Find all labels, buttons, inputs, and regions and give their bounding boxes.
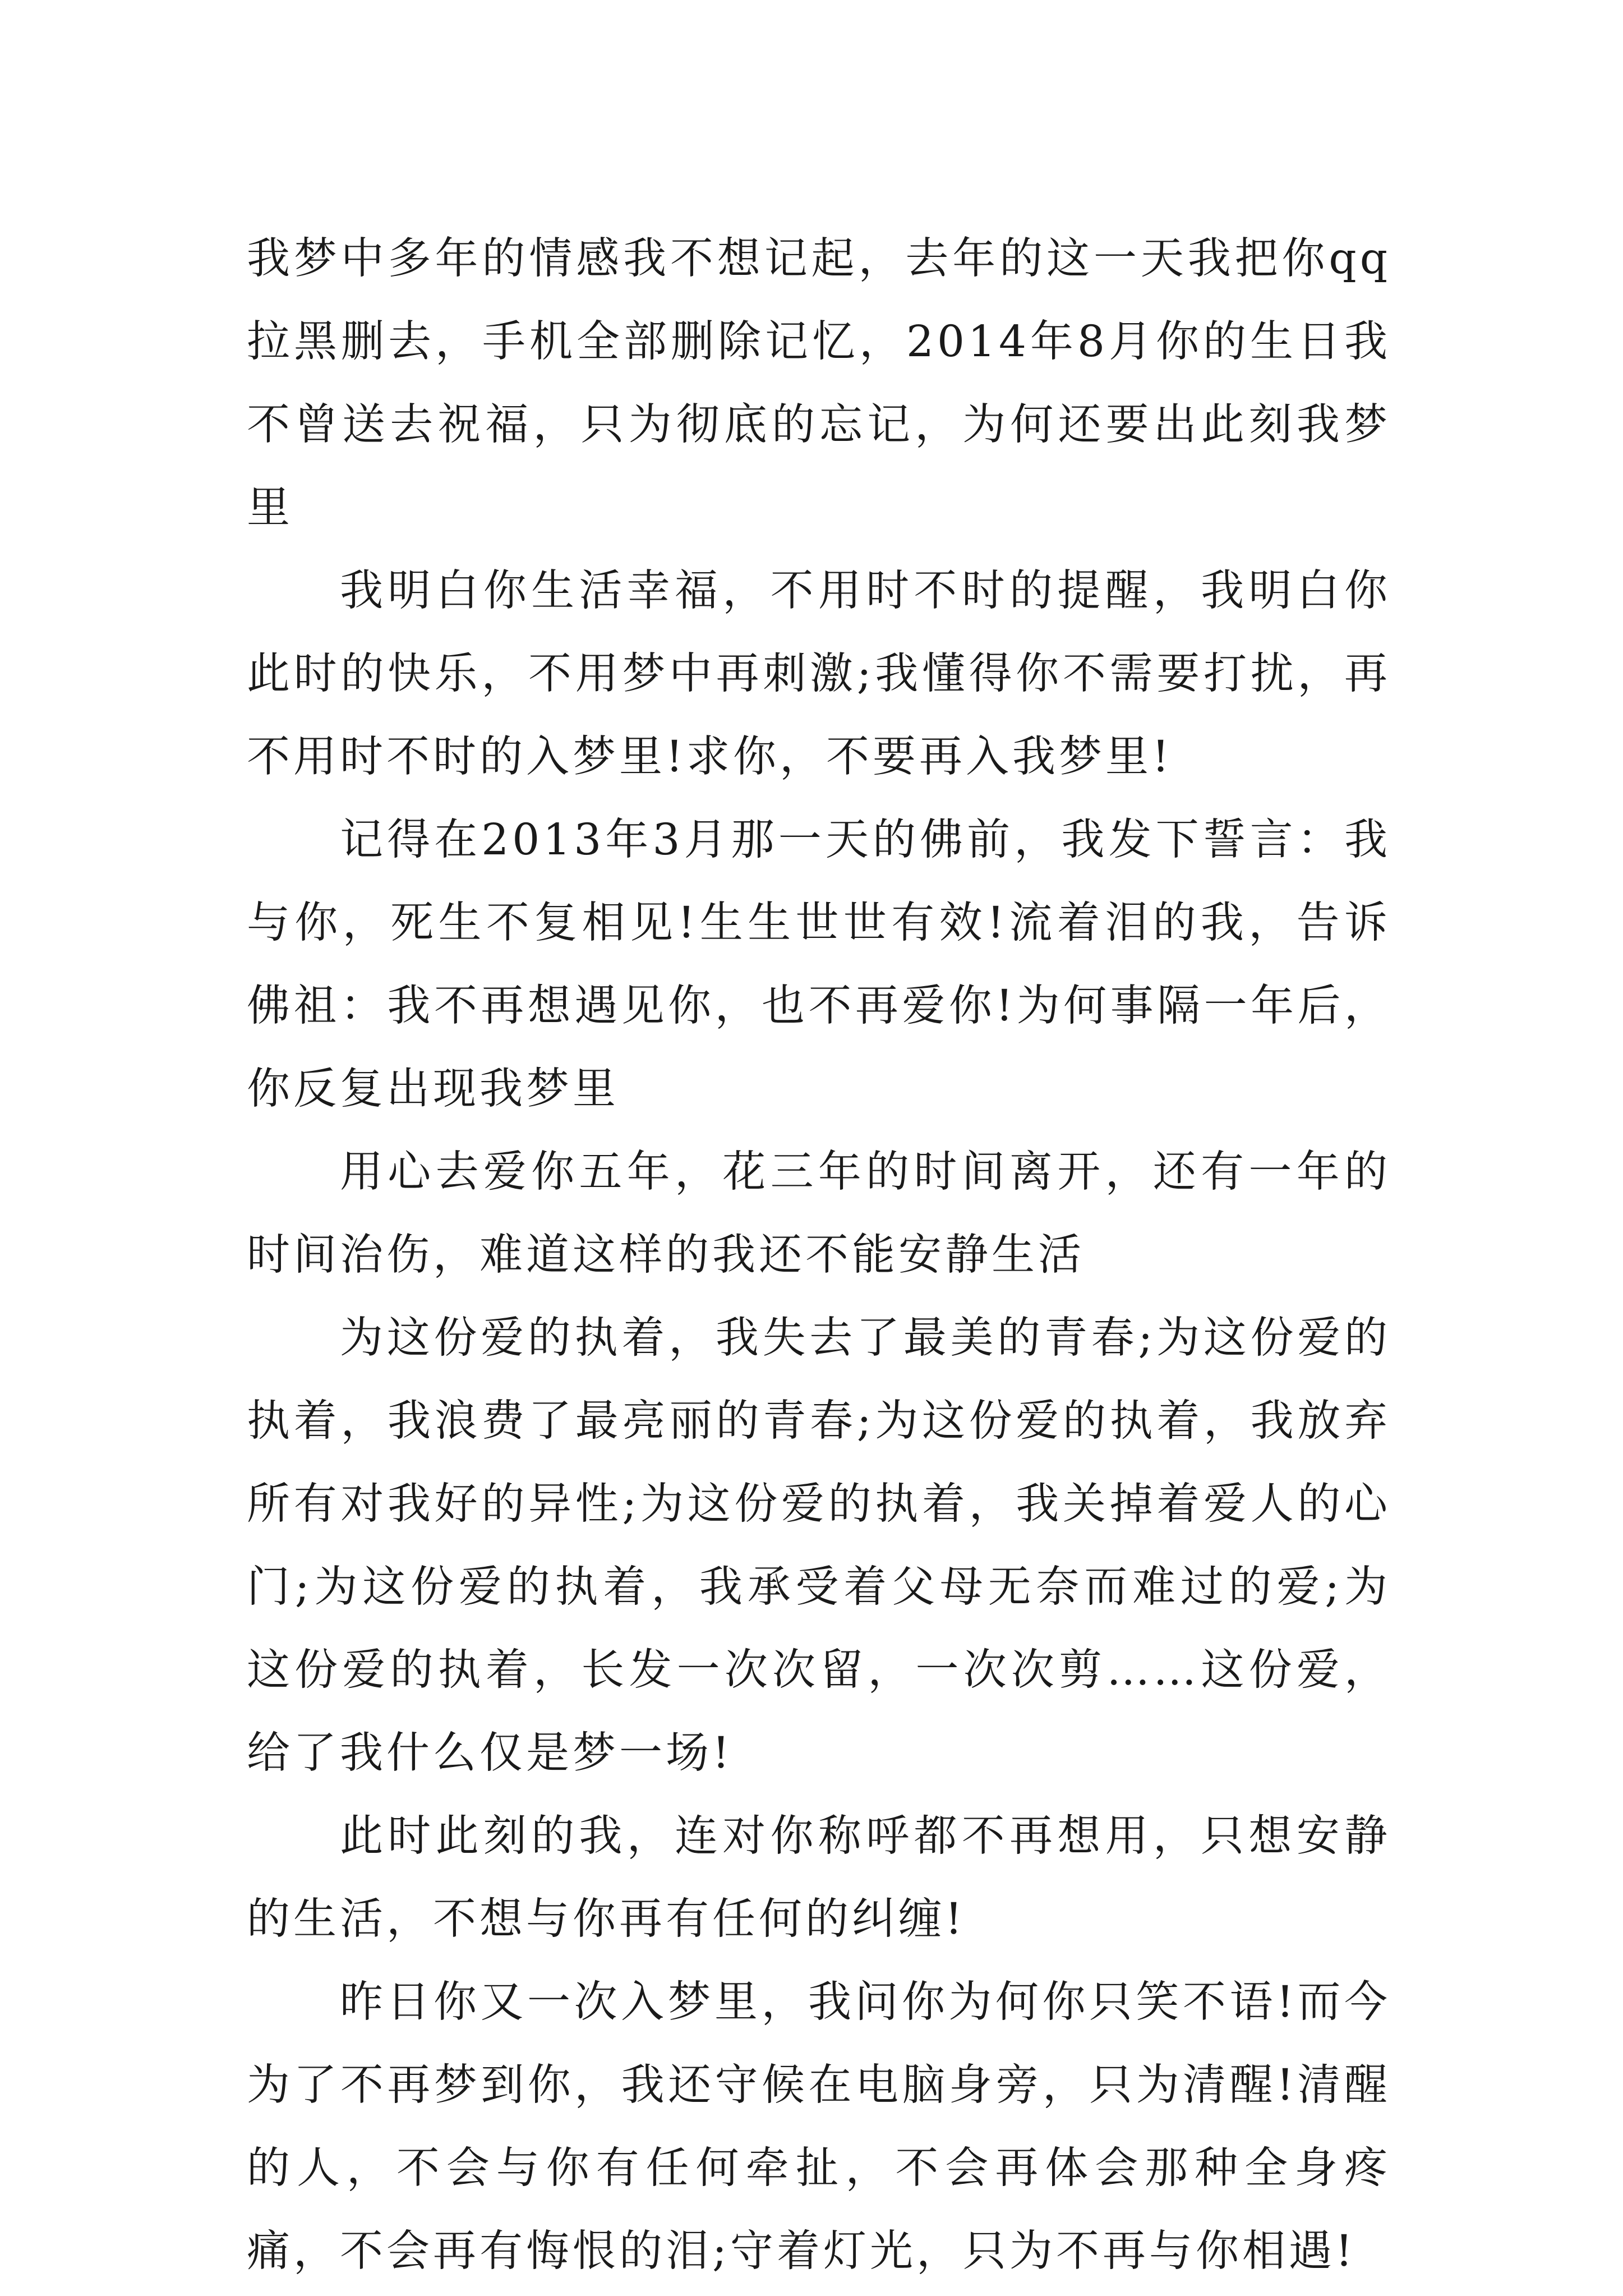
paragraph-3: 记得在2013年3月那一天的佛前，我发下誓言：我与你，死生不复相见!生生世世有效!流着泪的我，告诉佛祖：我不再想遇见你，也不再爱你!为何事隔一年后，你反复出现我梦里	[247, 815, 1391, 1114]
paragraph-6: 此时此刻的我，连对你称呼都不再想用，只想安静的生活，不想与你再有任何的纠缠!	[247, 1811, 1391, 1944]
paragraph-2: 我明白你生活幸福，不用时不时的提醒，我明白你此时的快乐，不用梦中再刺激;我懂得你不需要打扰，再不用时不时的入梦里!求你，不要再入我梦里!	[247, 566, 1391, 782]
paragraph-1: 我梦中多年的情感我不想记起，去年的这一天我把你qq拉黑删去，手机全部删除记忆，2014年8月你的生日我不曾送去祝福，只为彻底的忘记，为何还要出此刻我梦里	[247, 234, 1391, 533]
paragraph-5: 为这份爱的执着，我失去了最美的青春;为这份爱的执着，我浪费了最亮丽的青春;为这份爱的执着，我放弃所有对我好的异性;为这份爱的执着，我关掉着爱人的心门;为这份爱的执着，我承受着父母无奈而难过的爱;为这份爱的执着，长发一次次留，一次次剪……这份爱，给了我什么仅是梦一场!	[247, 1313, 1391, 1778]
document-body	[247, 218, 1391, 2293]
paragraph-4: 用心去爱你五年，花三年的时间离开，还有一年的时间治伤，难道这样的我还不能安静生活	[247, 1147, 1391, 1280]
paragraph-7: 昨日你又一次入梦里，我问你为何你只笑不语!而今为了不再梦到你，我还守候在电脑身旁，只为清醒!清醒的人，不会与你有任何牵扯，不会再体会那种全身疼痛，不会再有悔恨的泪;守着灯光，只为不再与你相遇!	[247, 1977, 1391, 2276]
